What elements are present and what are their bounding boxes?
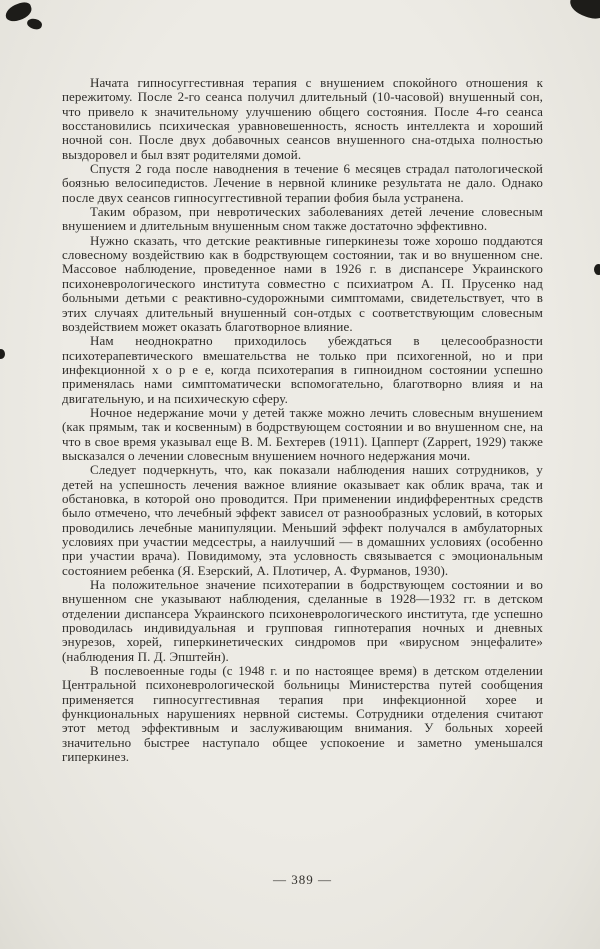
- page-number: — 389 —: [273, 872, 332, 887]
- page-body: [62, 76, 543, 765]
- paragraph: Нужно сказать, что детские реактивные гиперкинезы тоже хорошо поддаются словесному воздействию как в бодрствующем состоянии, так и во внушенном сне. Массовое наблюдение, проведенное нами в 1926 г. в диспансере Украинского психоневрологического института совместно с психиатром А. П. Прусенко над больными детьми с реактивно-судорожными симптомами, свидетельствует, что в этих случаях длительный внушенный сон-отдых с соответствующим словесным воздействием может оказать благотворное влияние.: [62, 232, 543, 334]
- paragraph: Спустя 2 года после наводнения в течение 6 месяцев страдал патологической боязнью велосипедистов. Лечение в нервной клинике результата не дало. Однако после двух сеансов гипносуггестивной терапии фобия была устранена.: [62, 161, 543, 205]
- paragraph: Нам неоднократно приходилось убеждаться в целесообразности психотерапевтического вмешательства не только при психогенной, но и при инфекционной х о р е е, когда психотерапия в гипноидном состоянии успешно применялась нами симптоматически вспомогательно, благотворно влияя и на двигательную, и на психическую сферу.: [62, 333, 543, 406]
- paragraph: Следует подчеркнуть, что, как показали наблюдения наших сотрудников, у детей на успешность лечения важное влияние оказывает как облик врача, так и обстановка, в которой оно проводится. При применении индифферентных средств было отмечено, что лечебный эффект зависел от разнообразных условий, в которых проводились лечебные манипуляции. Меньший эффект получался в амбулаторных условиях при участии медсестры, а наилучший — в домашних условиях (особенно при участии врача). Повидимому, эта условность связывается с эмоциональным состоянием ребенка (Я. Езерский, А. Плотичер, А. Фурманов, 1930).: [62, 462, 543, 578]
- paragraph: На положительное значение психотерапии в бодрствующем состоянии и во внушенном сне указывают наблюдения, сделанные в 1928—1932 гг. в детском отделении диспансера Украинского психоневрологического института, где успешно проводилась индивидуальная и групповая гипнотерапия ночных и дневных энурезов, хорей, гиперкинетических синдромов при «вирусном энцефалите» (наблюдения П. Д. Эпштейн).: [62, 577, 543, 664]
- scan-artifact: [567, 0, 600, 23]
- scan-artifact: [594, 264, 600, 275]
- paragraph: Начата гипносуггестивная терапия с внушением спокойного отношения к пережитому. После 2-го сеанса получил длительный (10-часовой) внушенный сон, что привело к значительному улучшению общего состояния. После 4-го сеанса восстановились психическая уравновешенность, ясность интеллекта и хороший ночной сон. После двух добавочных сеансов внушенного сна-отдыха полностью выздоровел и был взят родителями домой.: [62, 75, 543, 162]
- paragraph: Ночное недержание мочи у детей также можно лечить словесным внушением (как прямым, так и косвенным) в бодрствующем состоянии и во внушенном сне, на что в свое время указывал еще В. М. Бехтерев (1911). Цапперт (Zappert, 1929) также высказался о лечении словесным внушением ночного недержания мочи.: [62, 404, 543, 463]
- paragraph: Таким образом, при невротических заболеваниях детей лечение словесным внушением и длительным внушенным сном также достаточно эффективно.: [62, 204, 543, 234]
- paragraph: В послевоенные годы (с 1948 г. и по настоящее время) в детском отделении Центральной психоневрологической больницы Министерства путей сообщения применяется гипносуггестивная терапия при инфекционной хорее и функциональных нарушениях нервной системы. Сотрудники отделения считают этот метод эффективным и заслуживающим внимания. У больных хореей значительно быстрее наступало общее успокоение и заметно уменьшался гиперкинез.: [62, 663, 543, 765]
- scan-artifact: [0, 349, 5, 359]
- scan-artifact: [26, 18, 43, 31]
